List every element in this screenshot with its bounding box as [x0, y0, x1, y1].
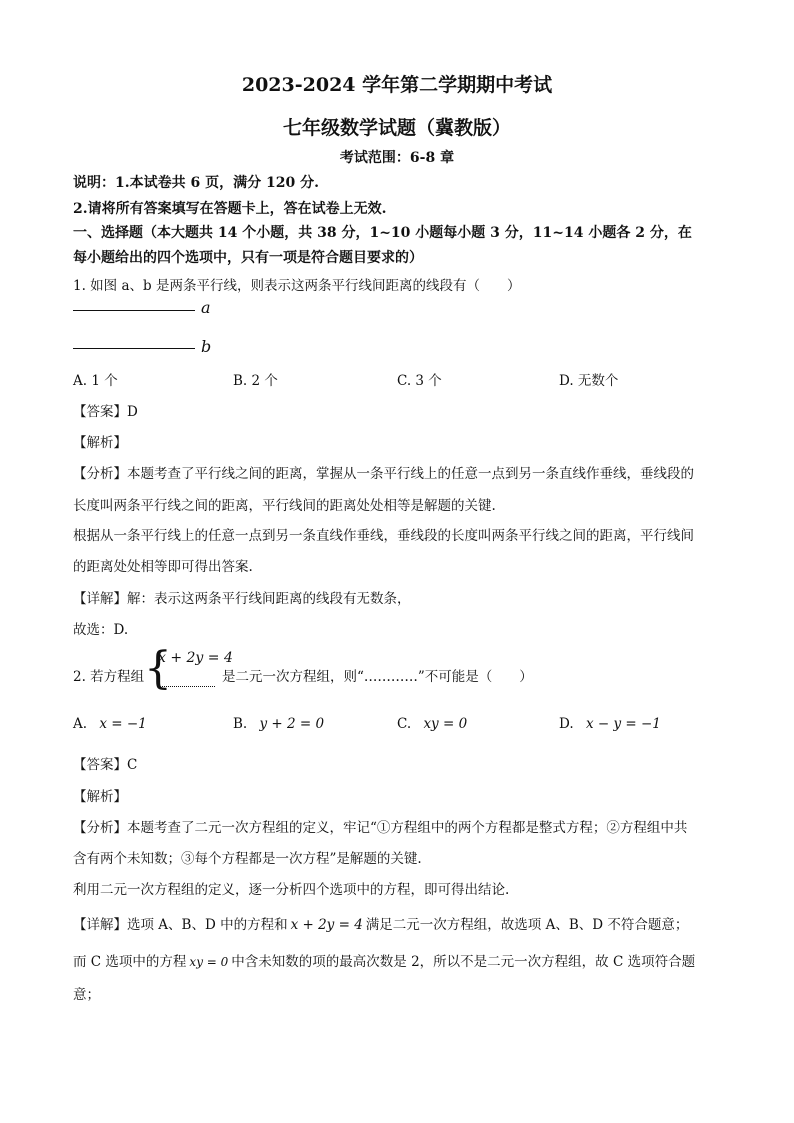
detail-text: 【详解】选项 A、B、D 中的方程和	[73, 917, 288, 933]
q1-detail-line1: 【详解】解：表示这两条平行线间距离的线段有无数条，	[73, 591, 411, 607]
option-letter: C.	[397, 716, 412, 732]
detail-text: 满足二元一次方程组，故选项 A、B、D 不符合题意；	[365, 917, 689, 933]
q2-stem-suffix: 是二元一次方程组，则“…………”不可能是（ ）	[222, 669, 533, 685]
detail-text: 而 C 选项中的方程	[73, 954, 187, 970]
q1-option-a: A. 1 个	[73, 373, 118, 389]
system-blank	[158, 686, 215, 687]
q1-detail-line2: 故选：D.	[73, 622, 129, 638]
q1-option-c: C. 3 个	[397, 373, 442, 389]
q2-detail-line1	[73, 913, 688, 933]
note-1: 说明：1.本试卷共 6 页，满分 120 分.	[73, 175, 319, 191]
q1-stem: 1. 如图 a、b 是两条平行线，则表示这两条平行线间距离的线段有（ ）	[73, 278, 521, 294]
q2-detail-line3: 意；	[73, 987, 100, 1003]
q2-option-b	[233, 716, 324, 732]
q2-answer: 【答案】C	[73, 757, 138, 773]
note-2: 2.请将所有答案填写在答题卡上，答在试卷上无效.	[73, 201, 387, 217]
option-letter: A.	[73, 716, 88, 732]
q1-analysis-label: 【解析】	[73, 435, 127, 451]
detail-text: 中含未知数的项的最高次数是 2，所以不是二元一次方程组，故 C 选项符合题	[231, 954, 696, 970]
parallel-line-b	[73, 348, 195, 349]
option-letter: B.	[233, 716, 248, 732]
q2-detail-line2	[73, 950, 695, 970]
q2-option-d	[559, 716, 661, 732]
parallel-line-a	[73, 310, 195, 311]
q2-analysis-label: 【解析】	[73, 789, 127, 805]
detail-equation: xy = 0	[189, 955, 229, 969]
option-expression: x = −1	[99, 716, 147, 732]
system-brace: {	[144, 643, 172, 694]
option-expression: xy = 0	[423, 716, 468, 732]
system-equation-1: x + 2y = 4	[158, 650, 233, 666]
q2-option-c	[397, 716, 467, 732]
section-heading-line2: 每小题给出的四个选项中，只有一项是符合题目要求的）	[73, 250, 423, 266]
q1-analysis-line4: 的距离处处相等即可得出答案.	[73, 559, 253, 575]
q1-analysis-line3: 根据从一条平行线上的任意一点到另一条直线作垂线，垂线段的长度叫两条平行线之间的距离，平行线间	[73, 528, 694, 544]
q1-analysis-line1: 【分析】本题考查了平行线之间的距离，掌握从一条平行线上的任意一点到另一条直线作垂线，垂线段的	[73, 466, 694, 482]
q2-option-a	[73, 716, 147, 732]
q2-analysis-line2: 含有两个未知数；③每个方程都是一次方程”是解题的关键.	[73, 851, 422, 867]
section-heading-line1: 一、选择题（本大题共 14 个小题，共 38 分，1~10 小题每小题 3 分，11~14 小题各 2 分，在	[73, 225, 692, 241]
detail-equation: x + 2y = 4	[290, 917, 363, 933]
q1-analysis-line2: 长度叫两条平行线之间的距离，平行线间的距离处处相等是解题的关键.	[73, 498, 496, 514]
q2-analysis-line1: 【分析】本题考查了二元一次方程组的定义，牢记“①方程组中的两个方程都是整式方程；②方程组中共	[73, 820, 688, 836]
line-a-label: a	[201, 298, 211, 317]
q1-option-d: D. 无数个	[559, 373, 619, 389]
option-expression: x − y = −1	[585, 716, 661, 732]
q1-option-b: B. 2 个	[233, 373, 278, 389]
exam-title: 2023-2024 学年第二学期期中考试	[241, 74, 553, 96]
q1-answer: 【答案】D	[73, 404, 138, 420]
q2-stem-prefix: 2. 若方程组	[73, 669, 145, 685]
option-expression: y + 2 = 0	[259, 716, 325, 732]
q2-analysis-line3: 利用二元一次方程组的定义，逐一分析四个选项中的方程，即可得出结论.	[73, 882, 510, 898]
option-letter: D.	[559, 716, 574, 732]
exam-subtitle: 七年级数学试题（冀教版）	[282, 117, 511, 139]
exam-scope: 考试范围：6-8 章	[339, 150, 455, 166]
line-b-label: b	[201, 337, 212, 356]
